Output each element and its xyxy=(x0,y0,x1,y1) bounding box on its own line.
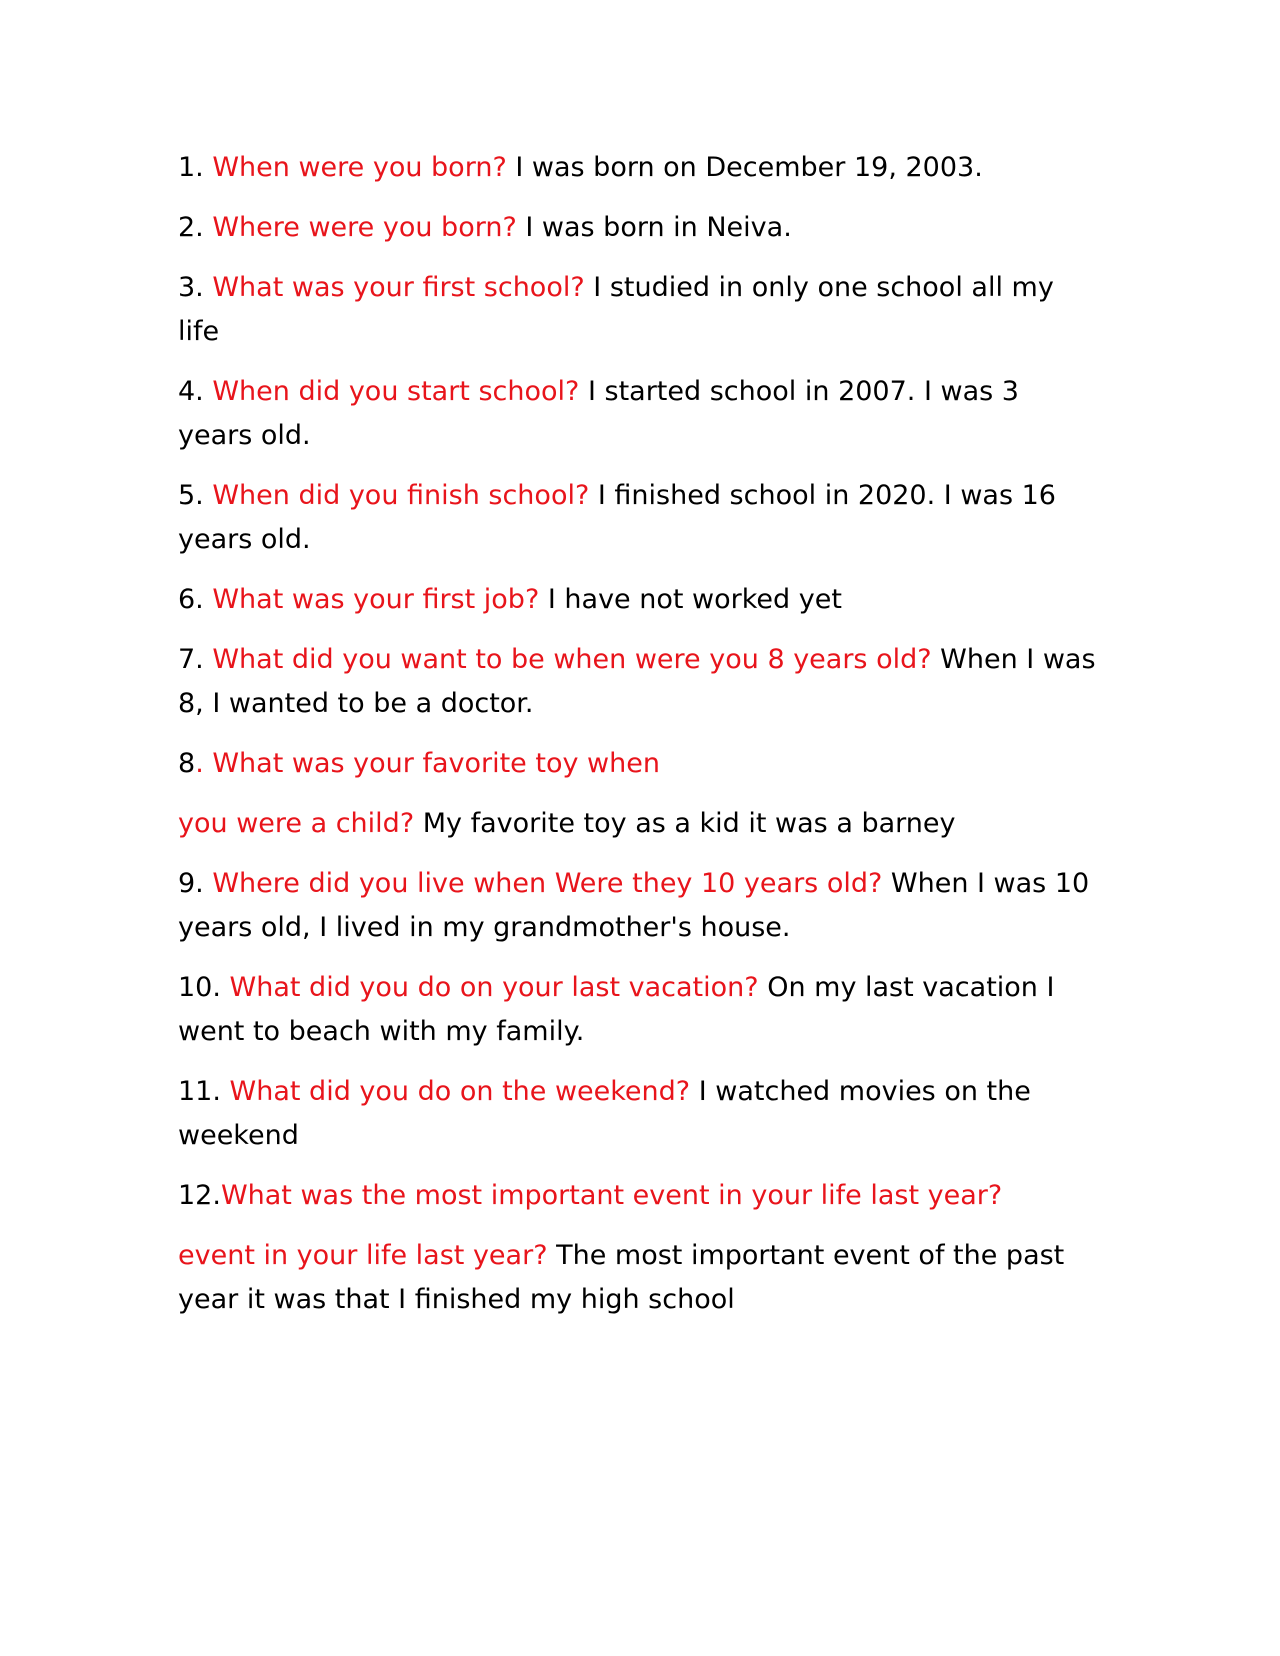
answer-text: I studied in only one school all my life xyxy=(178,272,1054,347)
question-text: When were you born? xyxy=(212,152,507,183)
item-number: 1. xyxy=(178,152,213,183)
answer-text: I have not worked yet xyxy=(539,584,842,615)
item-number: 2. xyxy=(178,212,213,243)
item-number: 10. xyxy=(178,972,230,1003)
item-number: 12. xyxy=(178,1180,221,1211)
answer-text: My favorite toy as a kid it was a barney xyxy=(414,808,956,839)
question-text: Where were you born? xyxy=(212,212,517,243)
item-number: 8 xyxy=(178,748,196,779)
item-number: 3. xyxy=(178,272,213,303)
qa-item-1 xyxy=(178,146,1098,190)
question-text: What did you do on the weekend? xyxy=(229,1076,691,1107)
document-page xyxy=(178,146,1098,1338)
qa-item-12 xyxy=(178,1174,1098,1218)
question-text: What was your first school? xyxy=(212,272,585,303)
qa-item-8-continued xyxy=(178,802,1098,846)
qa-item-11 xyxy=(178,1070,1098,1158)
question-text: . What was your favorite toy when xyxy=(195,748,660,779)
question-text: What was the most important event in your life last year? xyxy=(220,1180,1003,1211)
question-text: When did you finish school? xyxy=(212,480,590,511)
question-text: you were a child? xyxy=(178,808,415,839)
item-number: 4. xyxy=(178,376,213,407)
qa-item-5 xyxy=(178,474,1098,562)
item-number: 9. xyxy=(178,868,213,899)
qa-item-12-continued xyxy=(178,1234,1098,1322)
answer-text: The most important event of the past year it was that I finished my high school xyxy=(178,1240,1065,1315)
item-number: 5. xyxy=(178,480,213,511)
qa-item-3 xyxy=(178,266,1098,354)
question-text: What did you do on your last vacation? xyxy=(229,972,759,1003)
answer-text: On my last vacation I went to beach with my family. xyxy=(178,972,1055,1047)
answer-text: When I was 10 years old, I lived in my grandmother's house. xyxy=(178,868,1090,943)
qa-item-6 xyxy=(178,578,1098,622)
question-text: When did you start school? xyxy=(212,376,580,407)
qa-item-2 xyxy=(178,206,1098,250)
answer-text: I watched movies on the weekend xyxy=(178,1076,1031,1151)
answer-text: I was born in Neiva. xyxy=(516,212,792,243)
question-text: event in your life last year? xyxy=(178,1240,548,1271)
qa-item-10 xyxy=(178,966,1098,1054)
qa-item-9 xyxy=(178,862,1098,950)
item-number: 7. xyxy=(178,644,213,675)
answer-text: I was born on December 19, 2003. xyxy=(506,152,983,183)
question-text: What was your first job? xyxy=(212,584,540,615)
answer-text: I started school in 2007. I was 3 years old. xyxy=(178,376,1019,451)
qa-item-7 xyxy=(178,638,1098,726)
item-number: 11. xyxy=(178,1076,230,1107)
question-text: What did you want to be when were you 8 years old? xyxy=(212,644,932,675)
qa-item-8 xyxy=(178,742,1098,786)
question-text: Where did you live when Were they 10 years old? xyxy=(212,868,883,899)
qa-item-4 xyxy=(178,370,1098,458)
item-number: 6. xyxy=(178,584,213,615)
answer-text: I finished school in 2020. I was 16 years old. xyxy=(178,480,1056,555)
answer-text: When I was 8, I wanted to be a doctor. xyxy=(178,644,1096,719)
